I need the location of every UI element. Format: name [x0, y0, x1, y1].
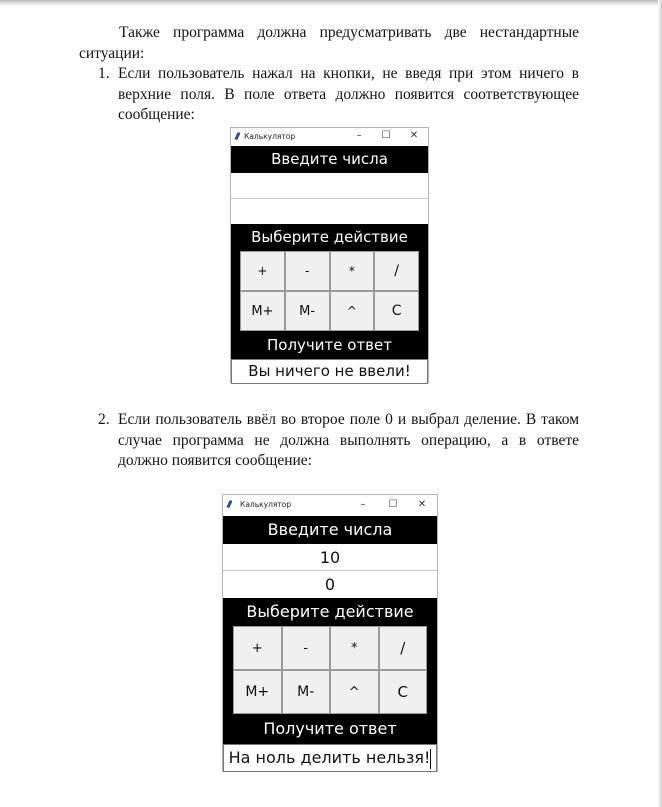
first-number-field[interactable]: 10 [223, 544, 437, 571]
minus-button[interactable]: - [285, 251, 330, 291]
minimize-button[interactable]: – [360, 499, 366, 510]
clear-button[interactable]: C [379, 670, 428, 714]
tk-feather-icon [226, 500, 232, 509]
tk-feather-icon [234, 132, 240, 141]
calculator-window-2 [222, 494, 438, 772]
answer-label: Получите ответ [231, 331, 428, 359]
page-top-shadow [0, 0, 662, 6]
maximize-button[interactable]: ☐ [388, 499, 398, 510]
intro-paragraph [79, 23, 579, 64]
item2-line-1: Если пользователь ввёл во второе поле 0 и выбрал деление. В таком [118, 411, 579, 428]
calculator-window-1 [230, 127, 429, 383]
intro-line-1: Также программа должна предусматривать две нестандартные [119, 24, 579, 41]
intro-line-2: ситуации: [79, 44, 145, 62]
list-number-2: 2. [98, 411, 110, 428]
divide-button[interactable]: / [379, 626, 428, 670]
memory-minus-button[interactable]: M- [282, 670, 331, 714]
close-button[interactable]: ✕ [409, 130, 419, 141]
answer-label: Получите ответ [223, 714, 437, 744]
input-label: Введите числа [231, 146, 428, 173]
operation-buttons [231, 251, 428, 331]
answer-field[interactable] [223, 744, 437, 772]
item1-line-1: Если пользователь нажал на кнопки, не введя при этом ничего в [118, 65, 579, 82]
item2-line-2: случае программа не должна выполнять операцию, а в ответе [118, 431, 579, 449]
list-item-1-text [118, 64, 579, 126]
answer-text: На ноль делить нельзя! [228, 748, 431, 767]
power-button[interactable]: ^ [330, 670, 379, 714]
input-label: Введите числа [223, 516, 437, 544]
minimize-button[interactable]: – [356, 130, 362, 141]
plus-button[interactable]: + [233, 626, 282, 670]
plus-button[interactable]: + [240, 251, 285, 291]
maximize-button[interactable]: ☐ [381, 130, 391, 141]
item1-line-3: сообщение: [118, 106, 195, 123]
item1-line-2: верхние поля. В поле ответа должно появится соответствующее [118, 85, 579, 103]
page-right-shadow [658, 0, 662, 807]
answer-field[interactable]: Вы ничего не ввели! [231, 359, 428, 384]
title-bar [223, 495, 437, 516]
window-title: Калькулятор [244, 132, 296, 141]
memory-plus-button[interactable]: M+ [233, 670, 282, 714]
action-label: Выберите действие [223, 598, 437, 626]
memory-plus-button[interactable]: M+ [240, 291, 285, 331]
multiply-button[interactable]: * [330, 626, 379, 670]
second-number-field[interactable] [231, 199, 428, 224]
power-button[interactable]: ^ [330, 291, 375, 331]
second-number-field[interactable]: 0 [223, 571, 437, 598]
memory-minus-button[interactable]: M- [285, 291, 330, 331]
operation-buttons [223, 626, 437, 714]
minus-button[interactable]: - [282, 626, 331, 670]
text-cursor [430, 749, 431, 769]
item2-line-3: должно появится сообщение: [118, 452, 312, 469]
list-item-2-text [118, 410, 579, 472]
first-number-field[interactable] [231, 173, 428, 199]
close-button[interactable]: ✕ [417, 499, 427, 510]
window-title: Калькулятор [240, 500, 292, 509]
action-label: Выберите действие [231, 224, 428, 251]
divide-button[interactable]: / [374, 251, 419, 291]
list-number-1: 1. [98, 65, 110, 82]
clear-button[interactable]: C [374, 291, 419, 331]
title-bar [231, 128, 428, 146]
multiply-button[interactable]: * [330, 251, 375, 291]
